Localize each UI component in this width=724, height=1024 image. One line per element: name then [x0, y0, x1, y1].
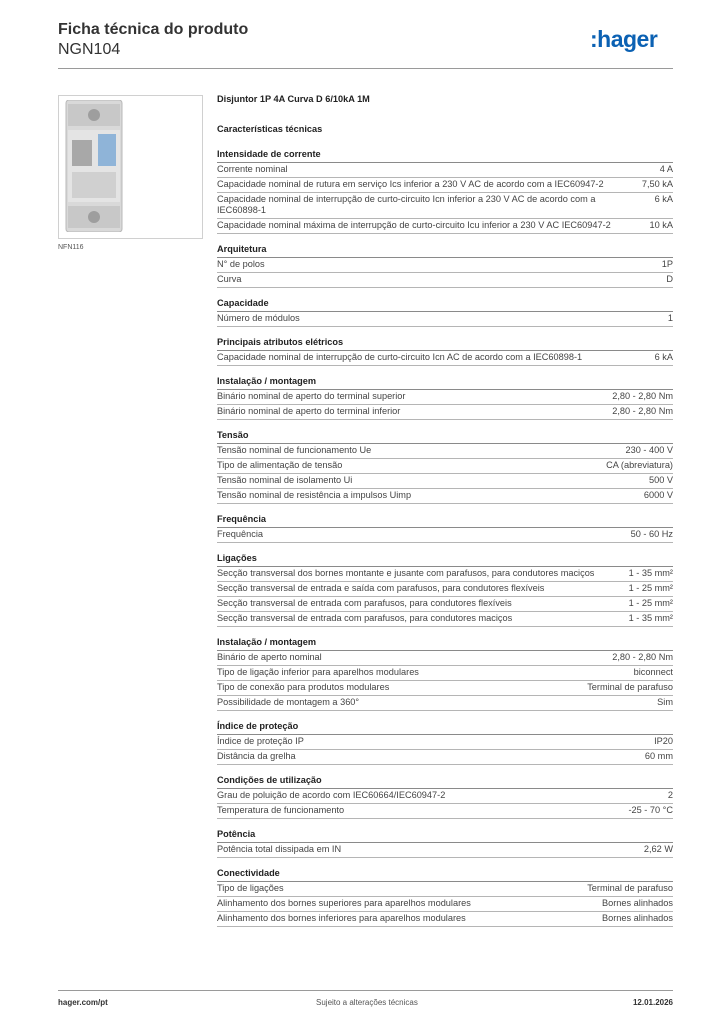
- spec-label: Temperatura de funcionamento: [217, 805, 345, 815]
- page-title: Ficha técnica do produto: [58, 21, 249, 38]
- spec-row: [217, 312, 673, 327]
- spec-value: Bornes alinhados: [602, 898, 673, 908]
- section-heading: Arquitetura: [217, 243, 673, 258]
- spec-value: 2,80 - 2,80 Nm: [612, 406, 673, 416]
- spec-value: 2,62 W: [643, 844, 673, 854]
- spec-label: Capacidade nominal máxima de interrupção de curto-circuito Icu inferior a 230 V AC IEC60947-2: [217, 220, 611, 230]
- spec-section: [217, 552, 673, 627]
- logo-text: hager: [597, 26, 658, 52]
- product-image: [58, 95, 203, 239]
- spec-label: Tipo de ligação inferior para aparelhos modulares: [217, 667, 419, 677]
- spec-label: Alinhamento dos bornes inferiores para aparelhos modulares: [217, 913, 466, 923]
- spec-label: Binário de aperto nominal: [217, 652, 322, 662]
- spec-row: [217, 273, 673, 288]
- spec-row: [217, 178, 673, 193]
- section-heading: Capacidade: [217, 297, 673, 312]
- spec-section: [217, 867, 673, 927]
- circuit-breaker-illustration: [62, 100, 126, 232]
- section-heading: Intensidade de corrente: [217, 148, 673, 163]
- spec-section: [217, 243, 673, 288]
- spec-label: Corrente nominal: [217, 164, 288, 174]
- spec-value: 1 - 35 mm²: [628, 613, 673, 623]
- spec-value: 7,50 kA: [641, 179, 673, 189]
- spec-row: [217, 390, 673, 405]
- spec-value: Terminal de parafuso: [587, 682, 673, 692]
- spec-row: [217, 444, 673, 459]
- section-heading: Frequência: [217, 513, 673, 528]
- spec-value: 1 - 25 mm²: [628, 583, 673, 593]
- spec-label: Secção transversal de entrada com parafusos, para condutores flexíveis: [217, 598, 512, 608]
- spec-row: [217, 789, 673, 804]
- spec-row: [217, 666, 673, 681]
- spec-label: Secção transversal de entrada e saída com parafusos, para condutores flexíveis: [217, 583, 545, 593]
- spec-section: [217, 429, 673, 504]
- spec-value: 1: [667, 313, 673, 323]
- spec-label: Capacidade nominal de interrupção de curto-circuito Icn AC de acordo com a IEC60898-1: [217, 352, 583, 362]
- spec-value: D: [666, 274, 673, 284]
- spec-row: [217, 882, 673, 897]
- spec-label: Tensão nominal de funcionamento Ue: [217, 445, 372, 455]
- spec-value: IP20: [654, 736, 673, 746]
- spec-row: [217, 582, 673, 597]
- spec-label: Distância da grelha: [217, 751, 296, 761]
- spec-label: Índice de proteção IP: [217, 736, 304, 746]
- spec-value: 6000 V: [643, 490, 673, 500]
- spec-row: [217, 163, 673, 178]
- spec-value: biconnect: [633, 667, 673, 677]
- footer-website-link[interactable]: hager.com/pt: [58, 998, 108, 1007]
- spec-section: [217, 513, 673, 543]
- spec-row: [217, 843, 673, 858]
- spec-value: 1 - 35 mm²: [628, 568, 673, 578]
- spec-row: [217, 804, 673, 819]
- spec-label: Número de módulos: [217, 313, 300, 323]
- spec-section: [217, 375, 673, 420]
- spec-row: [217, 567, 673, 582]
- spec-row: [217, 681, 673, 696]
- spec-label: Tipo de conexão para produtos modulares: [217, 682, 390, 692]
- spec-row: [217, 897, 673, 912]
- section-heading: Ligações: [217, 552, 673, 567]
- spec-label: Frequência: [217, 529, 263, 539]
- spec-row: [217, 750, 673, 765]
- spec-label: Tipo de ligações: [217, 883, 284, 893]
- spec-section: [217, 720, 673, 765]
- spec-sections: [217, 148, 673, 927]
- section-heading: Tensão: [217, 429, 673, 444]
- spec-value: 2,80 - 2,80 Nm: [612, 391, 673, 401]
- spec-row: [217, 193, 673, 219]
- spec-value: 6 kA: [654, 352, 673, 362]
- spec-label: Curva: [217, 274, 242, 284]
- spec-value: Terminal de parafuso: [587, 883, 673, 893]
- spec-label: Possibilidade de montagem a 360°: [217, 697, 360, 707]
- spec-value: 4 A: [659, 164, 673, 174]
- document-header: [58, 20, 248, 60]
- spec-value: CA (abreviatura): [606, 460, 673, 470]
- header-divider: [58, 68, 673, 69]
- spec-row: [217, 258, 673, 273]
- spec-label: Tensão nominal de isolamento Ui: [217, 475, 353, 485]
- spec-label: Grau de poluição de acordo com IEC60664/IEC60947-2: [217, 790, 446, 800]
- spec-value: Sim: [657, 697, 673, 707]
- spec-label: Binário nominal de aperto do terminal inferior: [217, 406, 401, 416]
- footer-date: 12.01.2026: [632, 998, 673, 1007]
- spec-row: [217, 612, 673, 627]
- spec-value: 10 kA: [649, 220, 673, 230]
- spec-section: [217, 297, 673, 327]
- product-name: Disjuntor 1P 4A Curva D 6/10kA 1M: [217, 94, 370, 104]
- spec-value: 1 - 25 mm²: [628, 598, 673, 608]
- spec-value: 230 - 400 V: [625, 445, 673, 455]
- spec-label: Tensão nominal de resistência a impulsos Uimp: [217, 490, 412, 500]
- spec-row: [217, 597, 673, 612]
- footer-divider: [58, 990, 673, 991]
- spec-value: -25 - 70 °C: [628, 805, 673, 815]
- spec-value: 500 V: [648, 475, 673, 485]
- spec-row: [217, 474, 673, 489]
- spec-value: 50 - 60 Hz: [630, 529, 673, 539]
- image-caption: NFN116: [58, 244, 84, 251]
- section-heading: Principais atributos elétricos: [217, 336, 673, 351]
- spec-section: [217, 336, 673, 366]
- spec-row: [217, 405, 673, 420]
- spec-label: Potência total dissipada em IN: [217, 844, 342, 854]
- spec-value: 6 kA: [654, 194, 673, 204]
- spec-content: [217, 94, 673, 936]
- spec-row: [217, 528, 673, 543]
- spec-label: Tipo de alimentação de tensão: [217, 460, 343, 470]
- section-heading: Instalação / montagem: [217, 636, 673, 651]
- spec-row: [217, 912, 673, 927]
- spec-label: N° de polos: [217, 259, 265, 269]
- spec-value: 2: [667, 790, 673, 800]
- spec-value: 1P: [661, 259, 673, 269]
- spec-value: 2,80 - 2,80 Nm: [612, 652, 673, 662]
- section-heading: Instalação / montagem: [217, 375, 673, 390]
- spec-row: [217, 351, 673, 366]
- hager-logo: :hager: [590, 26, 658, 52]
- spec-row: [217, 696, 673, 711]
- section-heading: Conectividade: [217, 867, 673, 882]
- spec-row: [217, 735, 673, 750]
- spec-row: [217, 459, 673, 474]
- spec-label: Capacidade nominal de interrupção de curto-circuito Icn inferior a 230 V AC de acordo com a IEC60898-1: [217, 194, 596, 215]
- spec-row: [217, 219, 673, 234]
- section-heading: Potência: [217, 828, 673, 843]
- spec-value: Bornes alinhados: [602, 913, 673, 923]
- spec-section: [217, 828, 673, 858]
- spec-section: [217, 774, 673, 819]
- spec-label: Secção transversal dos bornes montante e jusante com parafusos, para condutores maciços: [217, 568, 595, 578]
- spec-label: Capacidade nominal de rutura em serviço Ics inferior a 230 V AC de acordo com a IEC60947-2: [217, 179, 604, 189]
- section-heading: Índice de proteção: [217, 720, 673, 735]
- spec-section: [217, 636, 673, 711]
- product-code: NGN104: [58, 41, 121, 58]
- spec-row: [217, 489, 673, 504]
- section-heading: Condições de utilização: [217, 774, 673, 789]
- spec-row: [217, 651, 673, 666]
- footer-notice: Sujeito a alterações técnicas: [316, 998, 418, 1007]
- spec-value: 60 mm: [644, 751, 673, 761]
- spec-section: [217, 148, 673, 234]
- spec-label: Alinhamento dos bornes superiores para aparelhos modulares: [217, 898, 471, 908]
- characteristics-title: Características técnicas: [217, 124, 323, 134]
- spec-label: Binário nominal de aperto do terminal superior: [217, 391, 406, 401]
- spec-label: Secção transversal de entrada com parafusos, para condutores maciços: [217, 613, 513, 623]
